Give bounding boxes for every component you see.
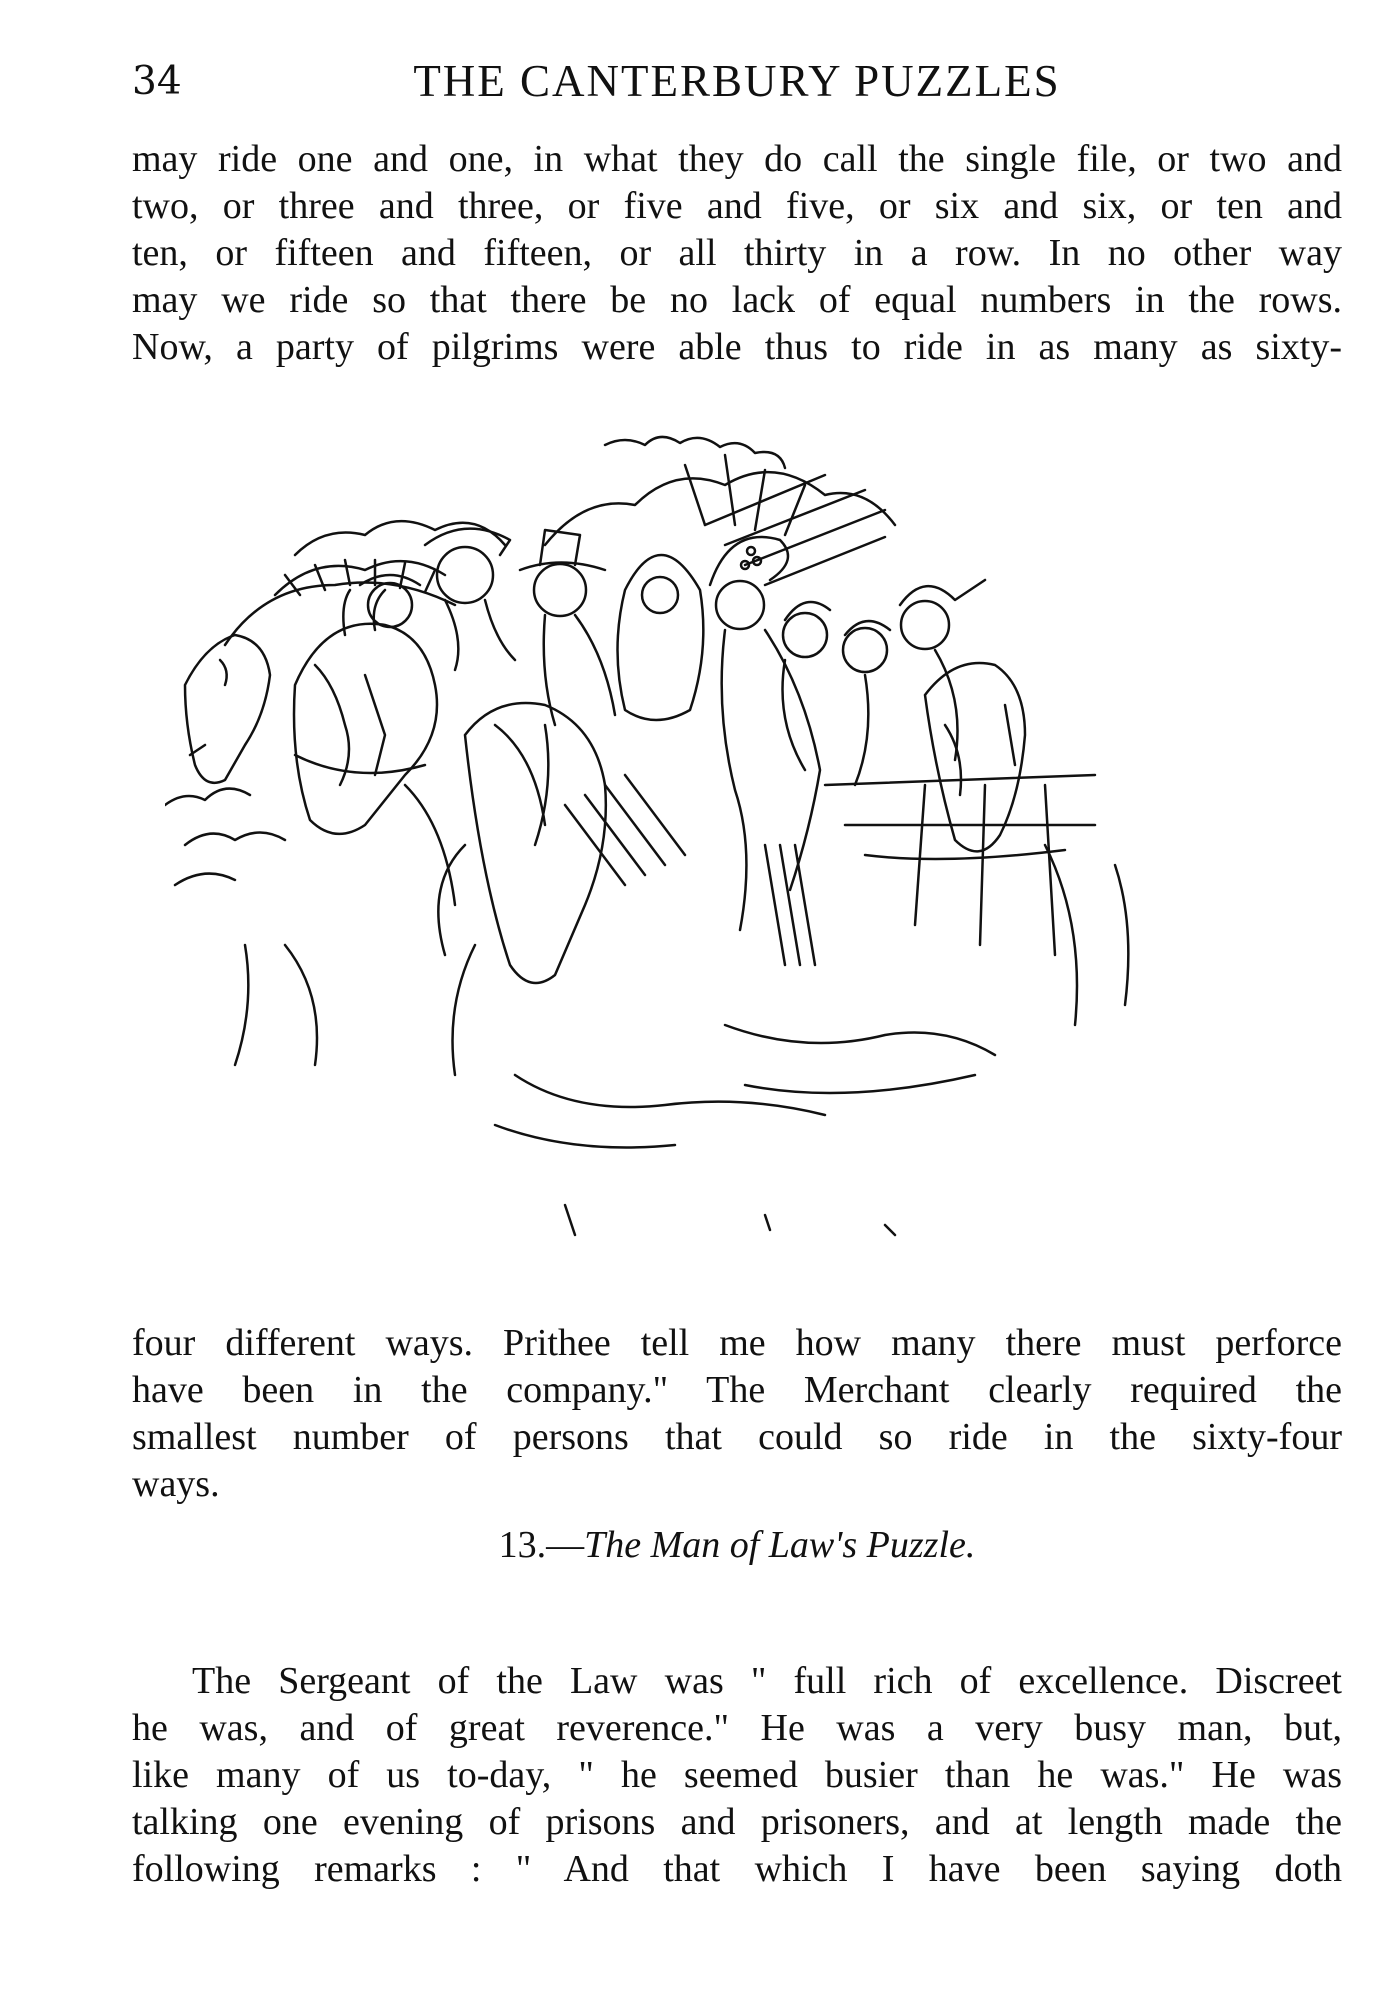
paragraph-1 [132,136,1342,371]
section-title: The Man of Law's Puzzle. [584,1524,976,1566]
text-line: Now, a party of pilgrims were able thus to ride in as many as sixty- [132,326,1342,368]
text-line: talking one evening of prisons and prisoners, and at length made the [132,1801,1342,1843]
illustration-drawing [165,425,1275,1285]
text-line: may we ride so that there be no lack of equal numbers in the rows. [132,279,1342,321]
text-line: he was, and of great reverence." He was a very busy man, but, [132,1707,1342,1749]
section-heading [132,1522,1342,1569]
pilgrims-on-horseback-illustration [165,425,1275,1285]
text-line: following remarks : " And that which I have been saying doth [132,1848,1342,1890]
text-line: may ride one and one, in what they do call the single file, or two and [132,138,1342,180]
running-title: THE CANTERBURY PUZZLES [413,56,1061,106]
paragraph-3 [132,1658,1342,1893]
text-line: ways. [132,1463,220,1505]
text-line: smallest number of persons that could so ride in the sixty-four [132,1416,1342,1458]
page-number: 34 [132,59,182,104]
page-header [132,52,1342,112]
text-line: like many of us to-day, " he seemed busier than he was." He was [132,1754,1342,1796]
text-line: have been in the company." The Merchant clearly required the [132,1369,1342,1411]
text-line: two, or three and three, or five and five, or six and six, or ten and [132,185,1342,227]
text-line: four different ways. Prithee tell me how many there must perforce [132,1322,1342,1364]
paragraph-2 [132,1320,1342,1508]
text-line: The Sergeant of the Law was " full rich of excellence. Discreet [192,1660,1342,1702]
text-line: ten, or fifteen and fifteen, or all thirty in a row. In no other way [132,232,1342,274]
section-number: 13.— [498,1524,585,1566]
